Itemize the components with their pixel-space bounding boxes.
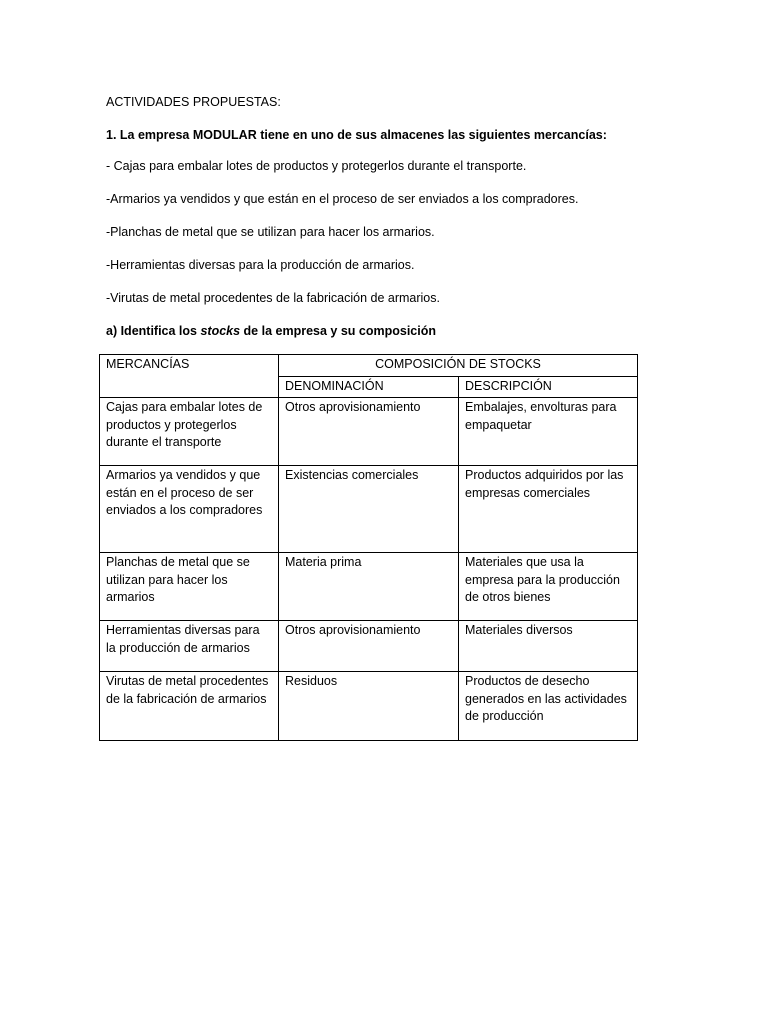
activities-heading: ACTIVIDADES PROPUESTAS: <box>106 95 281 109</box>
table-row <box>100 672 638 741</box>
cell-mercancia: Cajas para embalar lotes de productos y protegerlos durante el transporte <box>100 398 279 466</box>
table-row <box>100 466 638 553</box>
table-row <box>100 553 638 621</box>
header-mercancias: MERCANCÍAS <box>100 355 279 398</box>
cell-mercancia: Armarios ya vendidos y que están en el proceso de ser enviados a los compradores <box>100 466 279 553</box>
cell-descripcion: Productos adquiridos por las empresas comerciales <box>459 466 638 553</box>
subquestion-suffix: de la empresa y su composición <box>240 324 436 338</box>
cell-descripcion: Materiales diversos <box>459 621 638 672</box>
subquestion-a <box>106 323 436 339</box>
cell-descripcion: Embalajes, envolturas para empaquetar <box>459 398 638 466</box>
table-header-row <box>100 355 638 377</box>
header-descripcion: DESCRIPCIÓN <box>459 376 638 398</box>
list-item: -Armarios ya vendidos y que están en el proceso de ser enviados a los compradores. <box>106 192 579 206</box>
list-item: -Virutas de metal procedentes de la fabricación de armarios. <box>106 291 440 305</box>
list-item: - Cajas para embalar lotes de productos y protegerlos durante el transporte. <box>106 159 527 173</box>
cell-denominacion: Materia prima <box>279 553 459 621</box>
cell-denominacion: Residuos <box>279 672 459 741</box>
list-item: -Planchas de metal que se utilizan para hacer los armarios. <box>106 225 435 239</box>
table-row <box>100 398 638 466</box>
subquestion-italic: stocks <box>200 324 241 338</box>
cell-descripcion: Productos de desecho generados en las actividades de producción <box>459 672 638 741</box>
subquestion-prefix: a) Identifica los <box>106 324 201 338</box>
cell-denominacion: Otros aprovisionamiento <box>279 621 459 672</box>
list-item: -Herramientas diversas para la producción de armarios. <box>106 258 415 272</box>
header-composicion: COMPOSICIÓN DE STOCKS <box>279 355 638 377</box>
cell-descripcion: Materiales que usa la empresa para la producción de otros bienes <box>459 553 638 621</box>
table-row <box>100 621 638 672</box>
question-1: 1. La empresa MODULAR tiene en uno de sus almacenes las siguientes mercancías: <box>106 128 607 142</box>
cell-denominacion: Existencias comerciales <box>279 466 459 553</box>
cell-mercancia: Herramientas diversas para la producción de armarios <box>100 621 279 672</box>
cell-mercancia: Planchas de metal que se utilizan para hacer los armarios <box>100 553 279 621</box>
stocks-table <box>99 354 638 741</box>
header-denominacion: DENOMINACIÓN <box>279 376 459 398</box>
cell-denominacion: Otros aprovisionamiento <box>279 398 459 466</box>
cell-mercancia: Virutas de metal procedentes de la fabricación de armarios <box>100 672 279 741</box>
